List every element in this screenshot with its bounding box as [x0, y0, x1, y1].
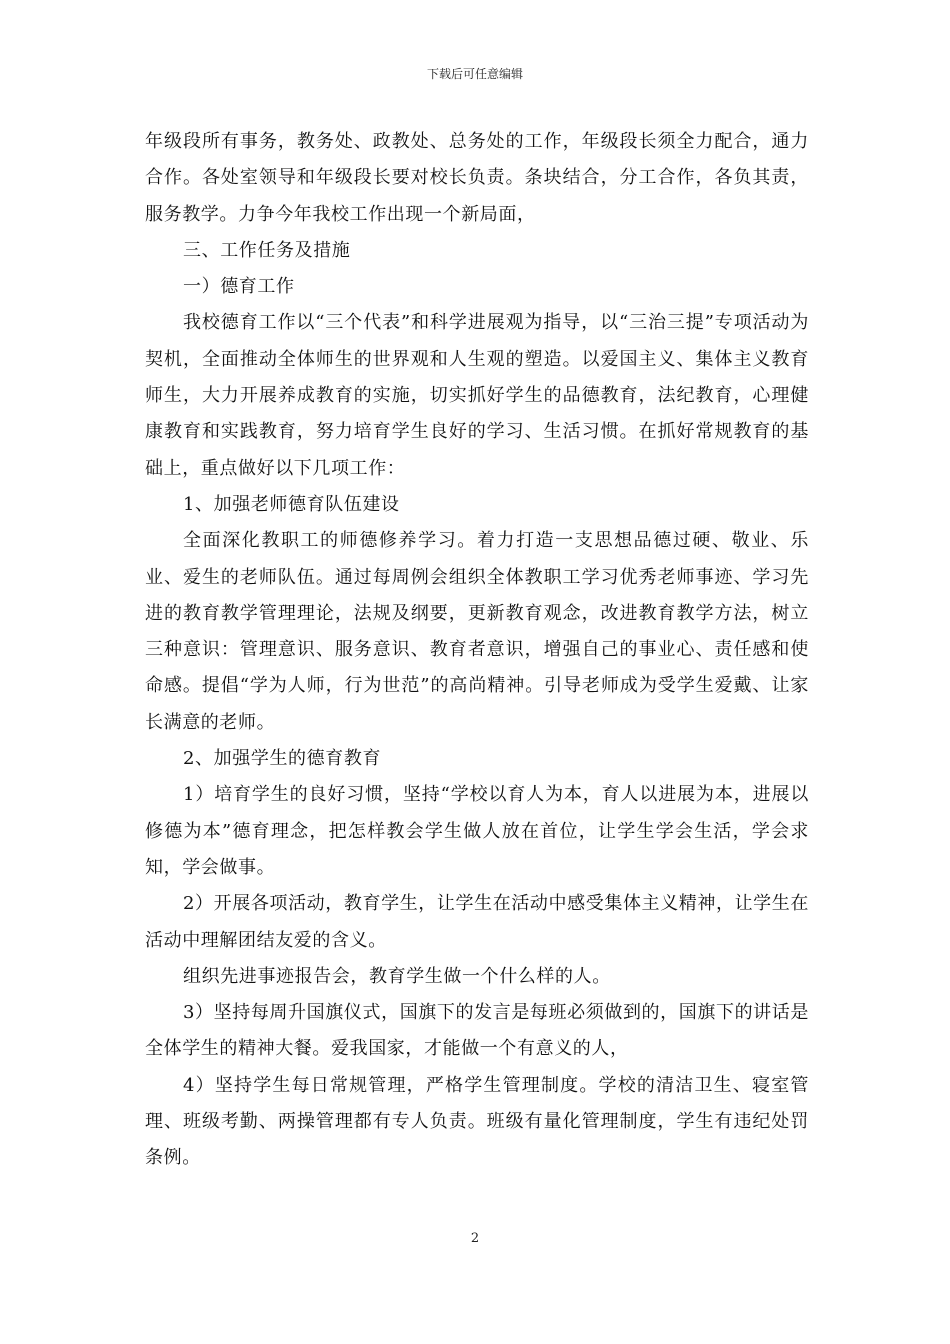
page-number: 2 [470, 1231, 480, 1246]
paragraph: 年级段所有事务，教务处、政教处、总务处的工作，年级段长须全力配合，通力合作。各处室领导和年级段长要对校长负责。条块结合，分工合作，各负其责，服务教学。力争今年我校工作出现一个新局面， [145, 131, 809, 225]
paragraph: 我校德育工作以“三个代表”和科学进展观为指导，以“三治三提”专项活动为契机，全面推动全体师生的世界观和人生观的塑造。以爱国主义、集体主义教育师生，大力开展养成教育的实施，切实抓好学生的品德教育，法纪教育，心理健康教育和实践教育，努力培育学生良好的学习、生活习惯。在抓好常规教育的基础上，重点做好以下几项工作： [145, 312, 809, 479]
section-heading: 三、工作任务及措施 [183, 239, 351, 261]
item-heading: 1、加强老师德育队伍建设 [183, 493, 400, 515]
paragraph: 2）开展各项活动，教育学生，让学生在活动中感受集体主义精神，让学生在活动中理解团结友爱的含义。 [145, 893, 809, 951]
document-body [145, 124, 809, 1177]
page-header-note: 下载后可任意编辑 [426, 67, 523, 81]
item-heading: 2、加强学生的德育教育 [183, 748, 382, 770]
paragraph: 全面深化教职工的师德修养学习。着力打造一支思想品德过硬、敬业、乐业、爱生的老师队伍。通过每周例会组织全体教职工学习优秀老师事迹、学习先进的教育教学管理理论，法规及纲要，更新教育观念，改进教育教学方法，树立三种意识：管理意识、服务意识、教育者意识，增强自己的事业心、责任感和使命感。提倡“学为人师，行为世范”的高尚精神。引导老师成为受学生爱戴、让家长满意的老师。 [145, 530, 809, 733]
subsection-heading: 一）德育工作 [183, 276, 295, 298]
paragraph: 1）培育学生的良好习惯，坚持“学校以育人为本，育人以进展为本，进展以修德为本”德育理念，把怎样教会学生做人放在首位，让学生学会生活，学会求知，学会做事。 [145, 784, 809, 878]
paragraph: 4）坚持学生每日常规管理，严格学生管理制度。学校的清洁卫生、寝室管理、班级考勤、两操管理都有专人负责。班级有量化管理制度，学生有违纪处罚条例。 [145, 1074, 809, 1169]
paragraph: 组织先进事迹报告会，教育学生做一个什么样的人。 [183, 965, 611, 987]
paragraph: 3）坚持每周升国旗仪式，国旗下的发言是每班必须做到的，国旗下的讲话是全体学生的精神大餐。爱我国家，才能做一个有意义的人， [145, 1002, 809, 1060]
